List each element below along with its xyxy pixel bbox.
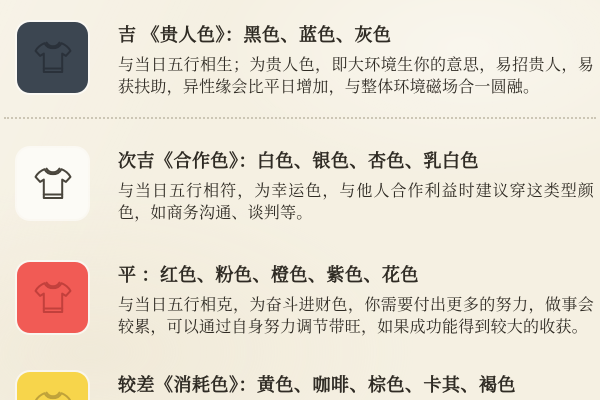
grade-title: 吉 《贵人色》：黑色、蓝色、灰色: [118, 25, 392, 45]
grade-title: 平 ：红色、粉色、橙色、紫色、花色: [118, 265, 419, 285]
color-grade-row-secondary: [17, 148, 594, 225]
grade-title: 较差《消耗色》：黄色、咖啡、棕色、卡其、褐色: [118, 375, 516, 395]
grade-title: 次吉《合作色》：白色、银色、杏色、乳白色: [118, 151, 479, 171]
tshirt-icon: [17, 262, 88, 333]
grade-description: 与当日五行相生；为贵人色，即大环境生你的意思，易招贵人，易获扶助，异性缘会比平日增加，与整体环境磁场合一圆融。: [118, 57, 594, 96]
tshirt-icon: [17, 148, 88, 219]
tshirt-icon: [17, 372, 88, 400]
tshirt-icon: [17, 22, 88, 93]
color-grade-row-auspicious: [17, 22, 594, 99]
dotted-divider: [4, 117, 596, 119]
color-grade-row-poor: [17, 372, 594, 400]
grade-description: 与当日五行相克，为奋斗进财色，你需要付出更多的努力，做事会较累，可以通过自身努力调节带旺，如果成功能得到较大的收获。: [118, 297, 594, 336]
grade-description: 与当日五行相符，为幸运色，与他人合作利益时建议穿这类型颜色，如商务沟通、谈判等。: [118, 183, 594, 222]
color-grade-row-neutral: [17, 262, 594, 339]
